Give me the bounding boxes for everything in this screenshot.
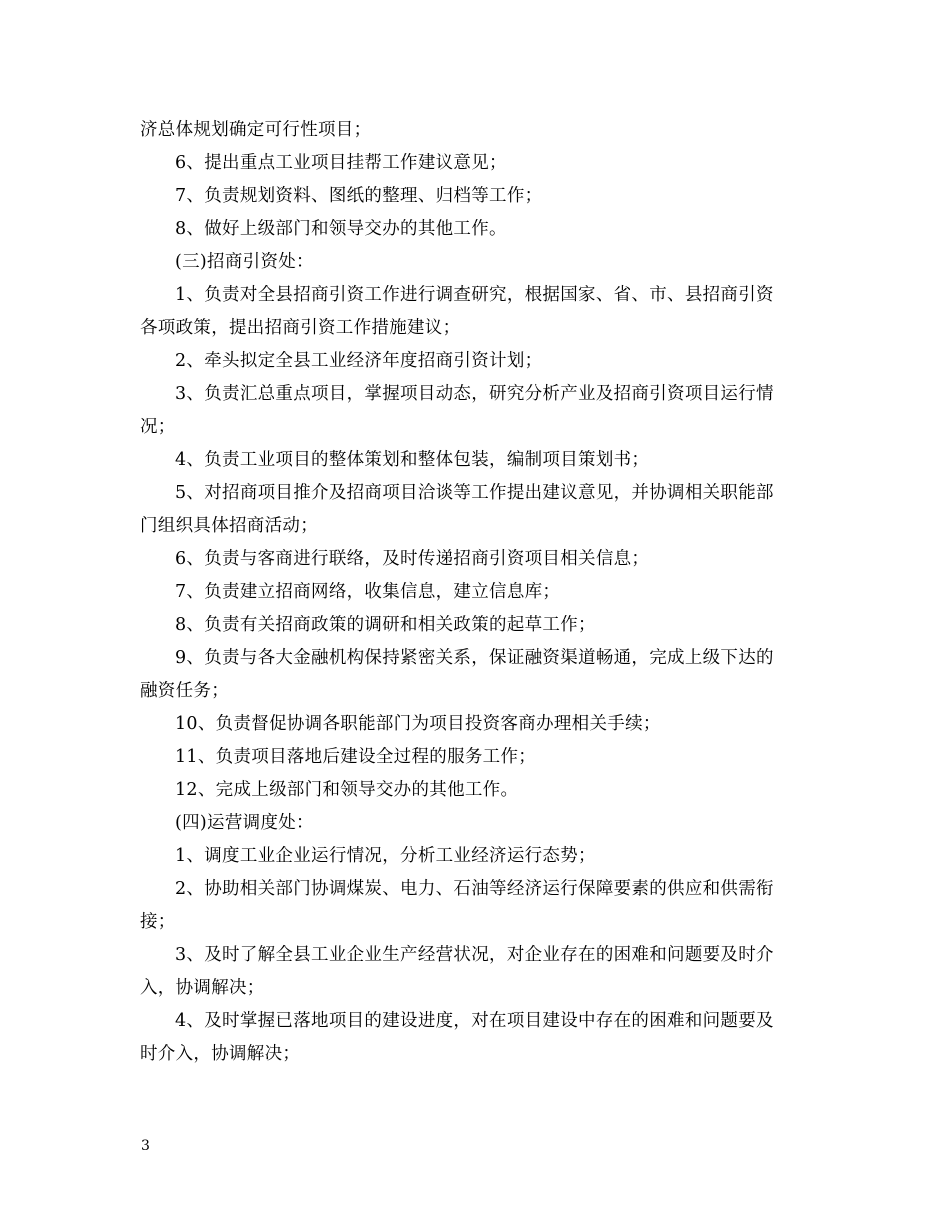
text-line: 济总体规划确定可行性项目； [140,120,372,140]
text-line: 3、负责汇总重点项目，掌握项目动态，研究分析产业及招商引资项目运行情 [175,384,774,404]
text-line: 门组织具体招商活动； [140,516,318,536]
text-line: 9、负责与各大金融机构保持紧密关系，保证融资渠道畅通，完成上级下达的 [175,648,774,668]
text-line: 7、负责建立招商网络，收集信息，建立信息库； [175,582,561,602]
text-line: (四)运营调度处： [175,813,314,833]
document-body [140,114,815,1071]
text-line: 6、提出重点工业项目挂帮工作建议意见； [175,153,507,173]
text-line: 接； [140,912,176,932]
text-line: 入，协调解决； [140,978,265,998]
text-line: 1、调度工业企业运行情况，分析工业经济运行态势； [175,846,596,866]
text-line: 1、负责对全县招商引资工作进行调查研究，根据国家、省、市、县招商引资 [175,285,774,305]
text-line: 况； [140,417,176,437]
text-line: 3、及时了解全县工业企业生产经营状况，对企业存在的困难和问题要及时介 [175,945,774,965]
text-line: 融资任务； [140,681,229,701]
text-line: 时介入，协调解决； [140,1044,301,1064]
text-line: 2、协助相关部门协调煤炭、电力、石油等经济运行保障要素的供应和供需衔 [175,879,774,899]
text-line: 4、及时掌握已落地项目的建设进度，对在项目建设中存在的困难和问题要及 [175,1011,774,1031]
text-line: 12、完成上级部门和领导交办的其他工作。 [175,780,519,800]
text-line: 2、牵头拟定全县工业经济年度招商引资计划； [175,351,543,371]
text-line: 各项政策，提出招商引资工作措施建议； [140,318,461,338]
text-line: 10、负责督促协调各职能部门为项目投资客商办理相关手续； [175,714,661,734]
text-line: 11、负责项目落地后建设全过程的服务工作； [175,747,537,767]
text-line: 7、负责规划资料、图纸的整理、归档等工作； [175,186,543,206]
text-line: 4、负责工业项目的整体策划和整体包装，编制项目策划书； [175,450,650,470]
text-line: 8、做好上级部门和领导交办的其他工作。 [175,219,507,239]
text-line: 8、负责有关招商政策的调研和相关政策的起草工作； [175,615,596,635]
text-line: (三)招商引资处： [175,252,314,272]
page-number: 3 [141,1138,150,1154]
text-line: 6、负责与客商进行联络，及时传递招商引资项目相关信息； [175,549,650,569]
text-line: 5、对招商项目推介及招商项目洽谈等工作提出建议意见，并协调相关职能部 [175,483,774,503]
